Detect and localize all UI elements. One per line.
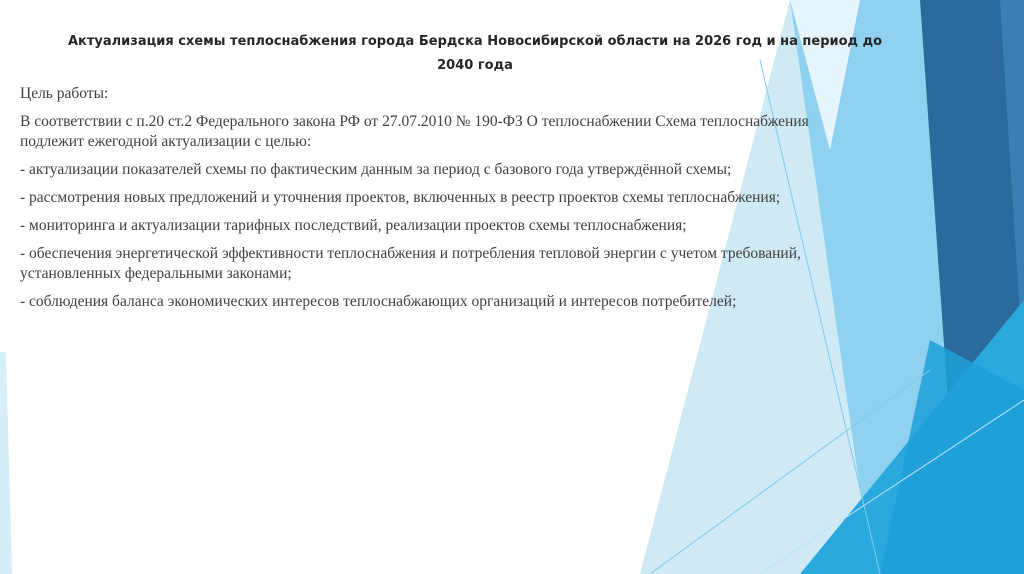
list-item: - соблюдения баланса экономических интересов теплоснабжающих организаций и интересов потребителей; (20, 293, 737, 310)
list-item: - обеспечения энергетической эффективности теплоснабжения и потребления тепловой энергии с учетом требований, установленных федеральными законами; (20, 245, 801, 282)
list-item: - актуализации показателей схемы по фактическим данным за период с базового года утверждённой схемы; (20, 161, 732, 178)
slide-title: Актуализация схемы теплоснабжения города Бердска Новосибирской области на 2026 год и на период до 2040 года (67, 34, 882, 73)
goal-heading: Цель работы: (20, 85, 109, 102)
slide-content (20, 84, 840, 320)
list-item: - мониторинга и актуализации тарифных последствий, реализации проектов схемы теплоснабжения; (20, 217, 687, 234)
left-accent-shape (0, 352, 12, 574)
list-item: - рассмотрения новых предложений и уточнения проектов, включенных в реестр проектов схемы теплоснабжения; (20, 189, 781, 206)
intro-paragraph: В соответствии с п.20 ст.2 Федерального закона РФ от 27.07.2010 № 190-ФЗ О теплоснабжении Схема теплоснабжения подлежит ежегодной актуализации с целью: (20, 113, 809, 150)
